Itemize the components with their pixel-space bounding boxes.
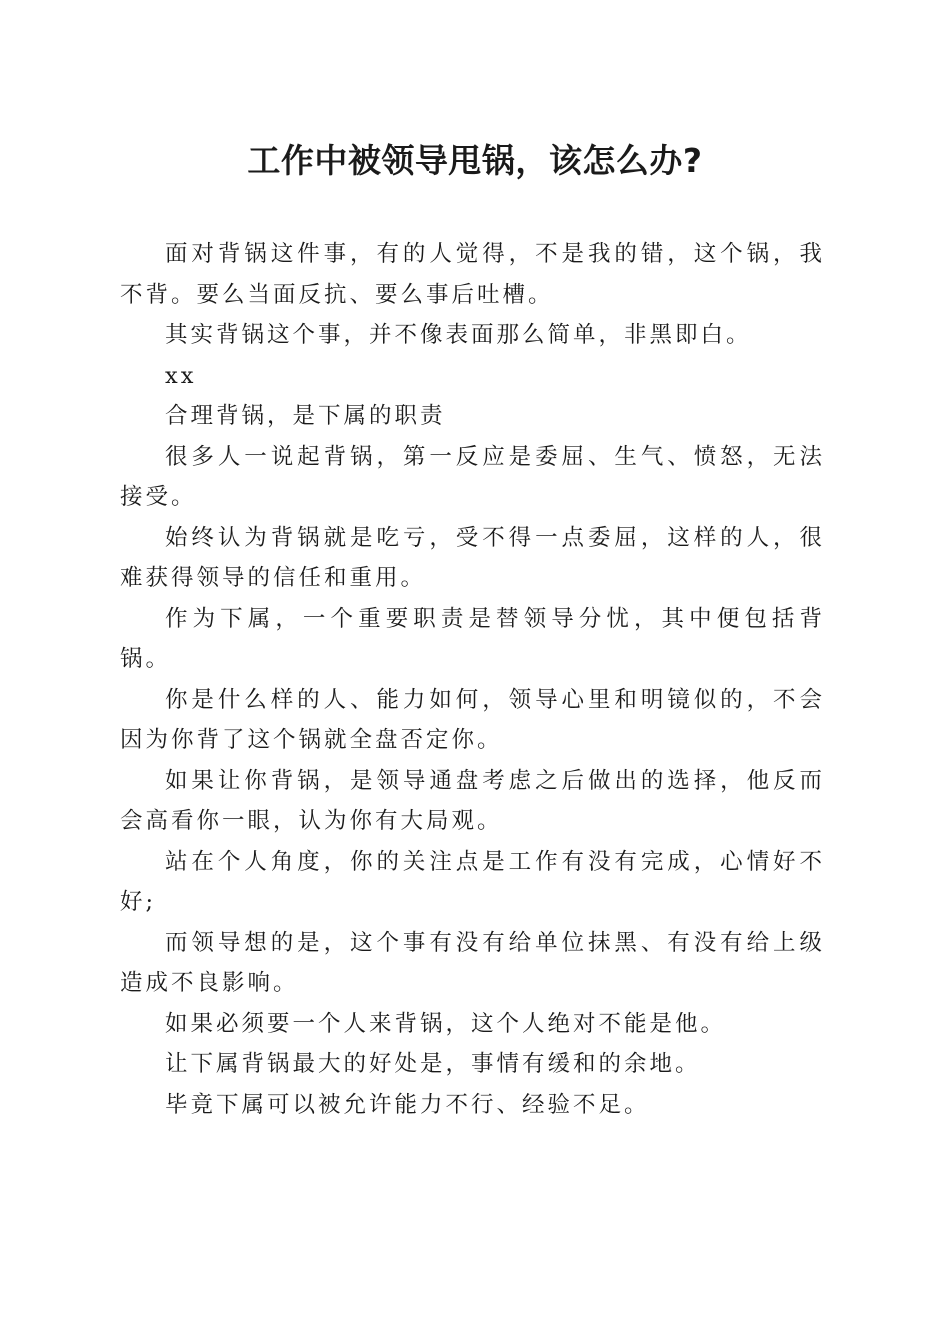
section-heading: 合理背锅，是下属的职责 [165, 403, 446, 429]
paragraph: 站在个人角度，你的关注点是工作有没有完成，心情好不好; [120, 848, 825, 915]
paragraph: xx [165, 362, 197, 389]
paragraph: 而领导想的是，这个事有没有给单位抹黑、有没有给上级造成不良影响。 [120, 929, 825, 996]
paragraph: 其实背锅这个事，并不像表面那么简单，非黑即白。 [165, 322, 752, 348]
paragraph: 如果必须要一个人来背锅，这个人绝对不能是他。 [165, 1010, 727, 1037]
paragraph: 始终认为背锅就是吃亏，受不得一点委屈，这样的人，很难获得领导的信任和重用。 [120, 524, 825, 591]
paragraph: 让下属背锅最大的好处是，事情有缓和的余地。 [165, 1051, 701, 1077]
document-body [120, 234, 825, 1125]
paragraph: 毕竟下属可以被允许能力不行、经验不足。 [165, 1091, 650, 1118]
paragraph: 你是什么样的人、能力如何，领导心里和明镜似的，不会因为你背了这个锅就全盘否定你。 [120, 686, 825, 753]
document-title: 工作中被领导甩锅，该怎么办? [247, 141, 703, 180]
paragraph: 如果让你背锅，是领导通盘考虑之后做出的选择，他反而会高看你一眼，认为你有大局观。 [120, 767, 825, 834]
paragraph: 作为下属，一个重要职责是替领导分忧，其中便包括背锅。 [120, 605, 825, 672]
paragraph: 很多人一说起背锅，第一反应是委屈、生气、愤怒，无法接受。 [120, 443, 825, 510]
paragraph: 面对背锅这件事，有的人觉得，不是我的错，这个锅，我不背。要么当面反抗、要么事后吐槽。 [120, 241, 825, 308]
